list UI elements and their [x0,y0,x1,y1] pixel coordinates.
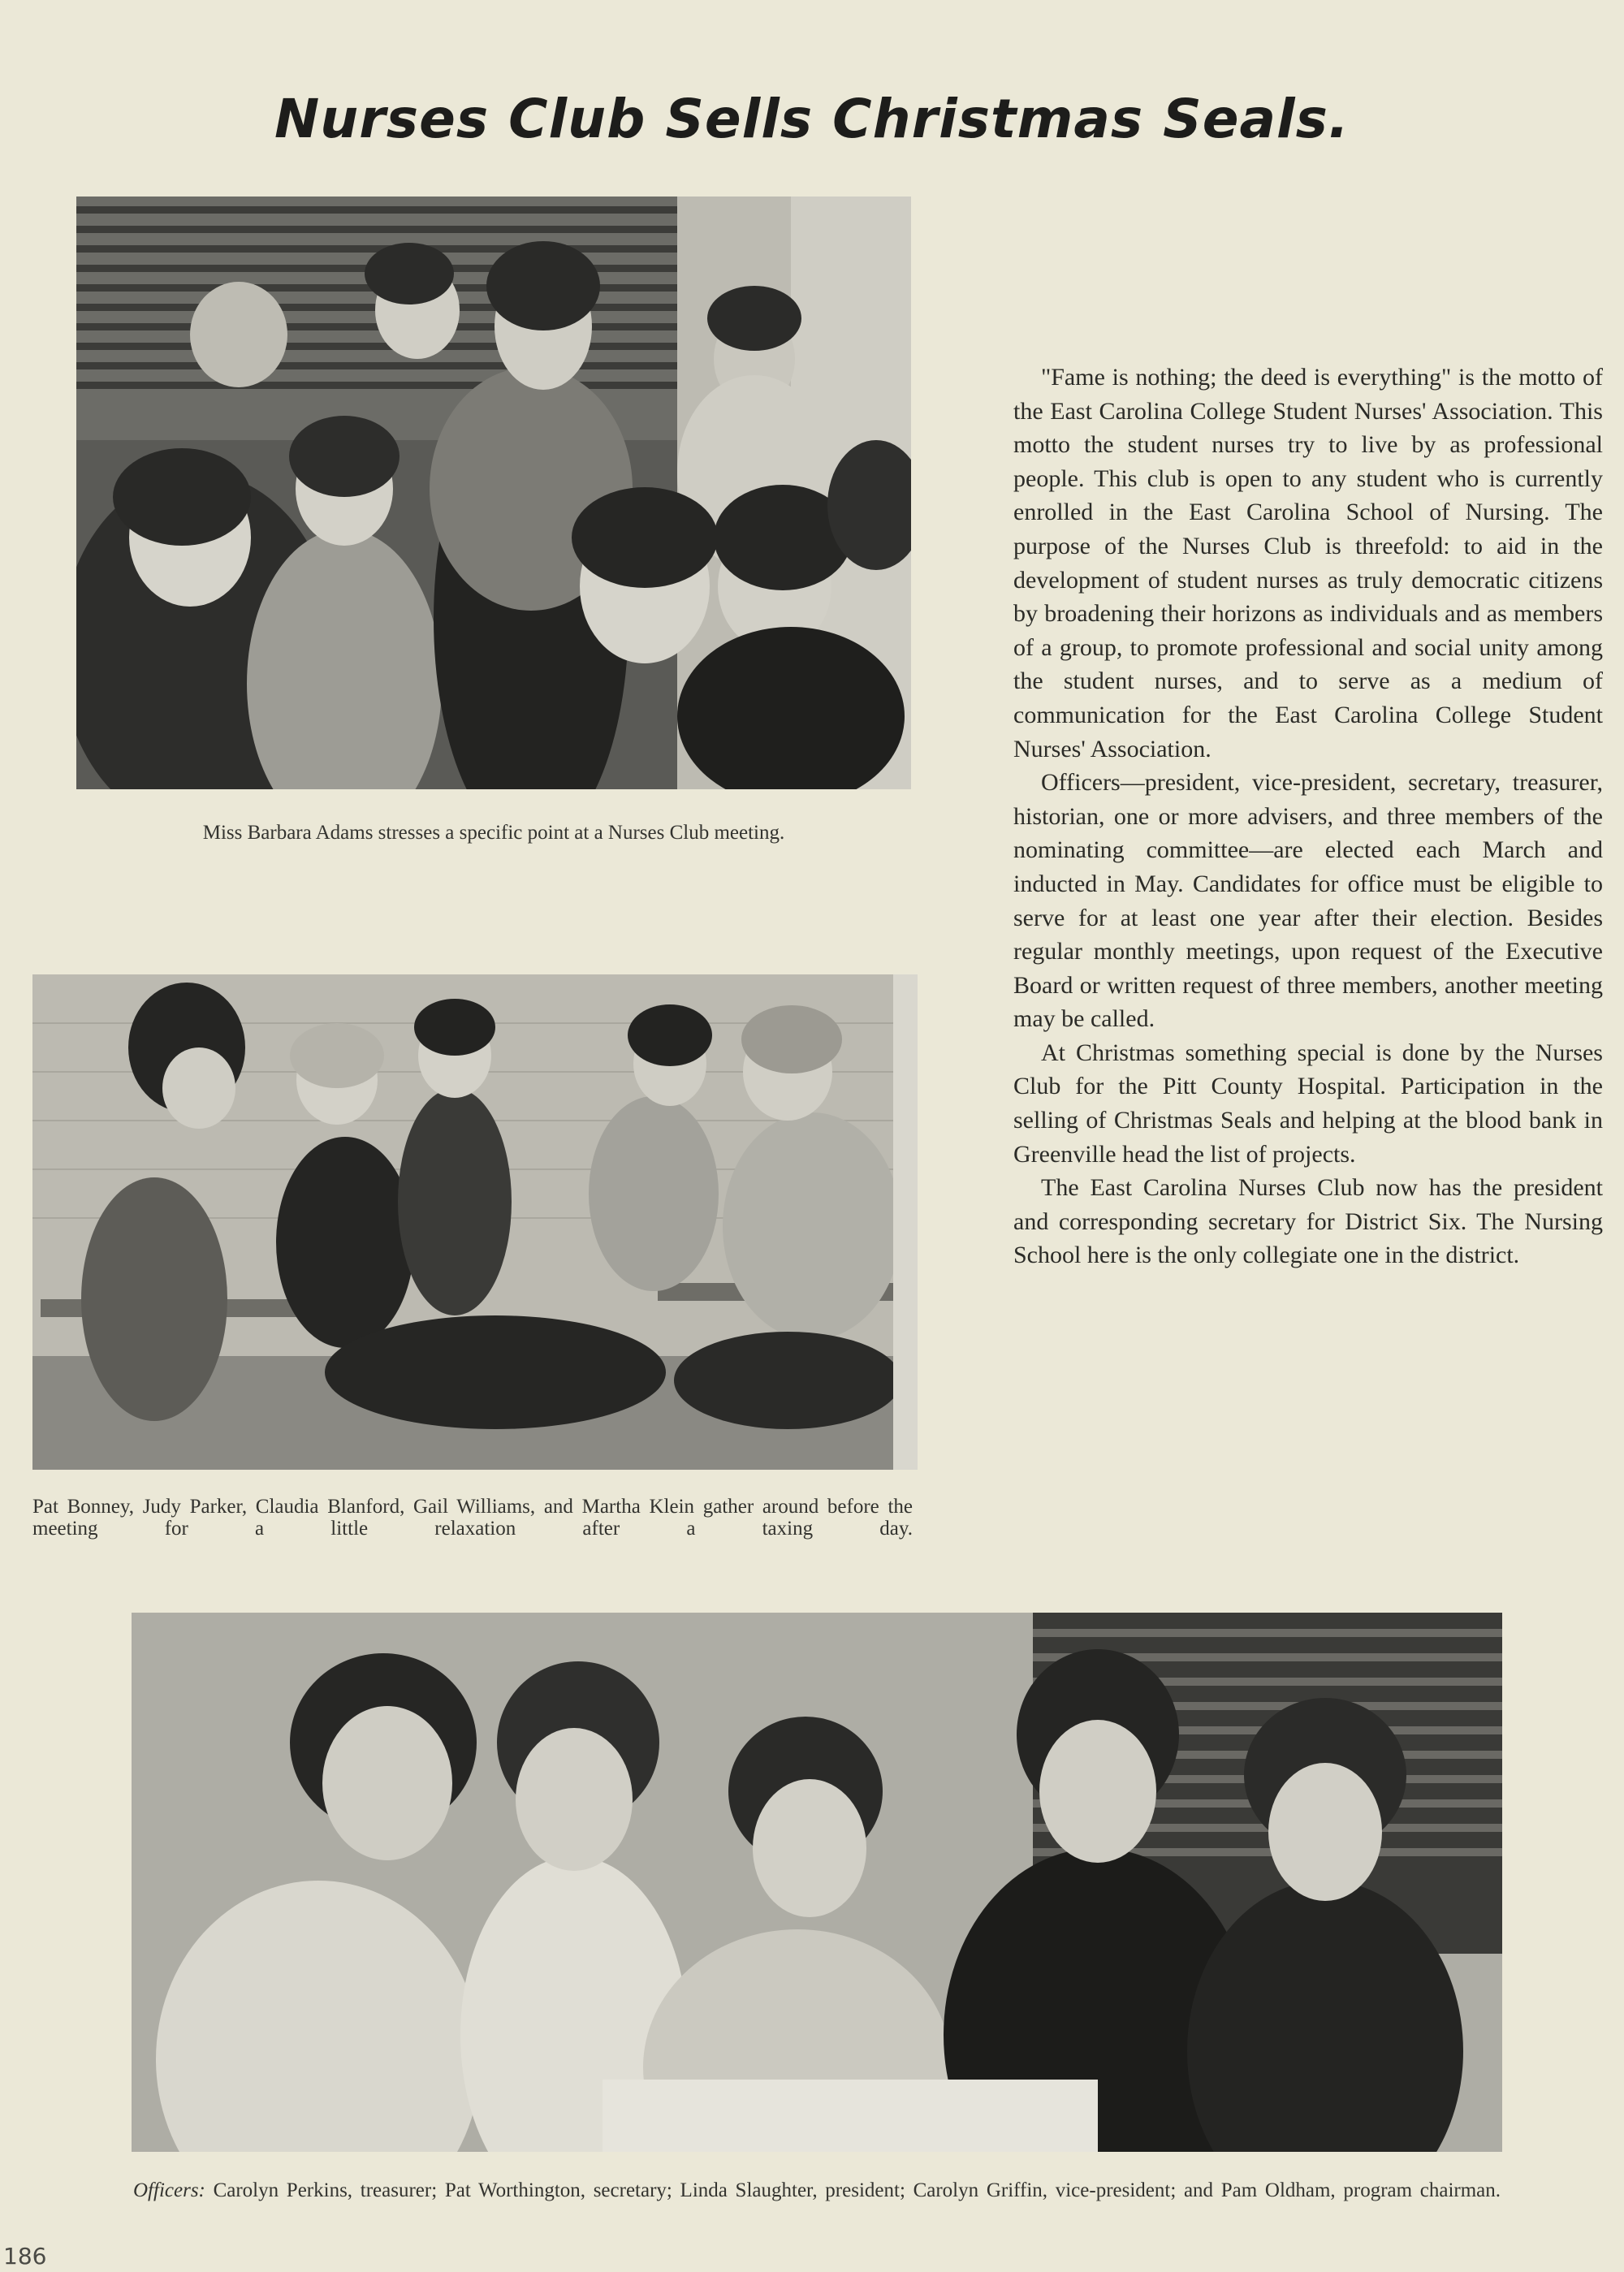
page-number: 186 [3,2243,47,2270]
officers-photo-image [132,1613,1502,2152]
meeting-photo-caption: Miss Barbara Adams stresses a specific point at a Nurses Club meeting. [202,822,785,844]
article-body [1013,361,1603,1272]
officers-photo-caption [133,2179,1501,2223]
article-paragraph: Officers—president, vice-president, secretary, treasurer, historian, one or more advisers, and three members of the nominating committee—are elected each March and inducted in May. Candidates for office must be eligible to serve for at least one year after their election. Besides regular monthly meetings, upon request of the Executive Board or written request of three members, another meeting may be called. [1013,769,1603,1033]
article-paragraph: At Christmas something special is done by the Nurses Club for the Pitt County Hospital. Participation in the selling of Christmas Seals and helping at the blood bank in Greenville head the list of projects. [1013,1039,1603,1168]
officers-caption-text: Carolyn Perkins, treasurer; Pat Worthington, secretary; Linda Slaughter, president; Carolyn Griffin, vice-president; and Pam Oldham, program chairman. [213,2179,1501,2201]
page-title: Nurses Club Sells Christmas Seals. [274,88,1350,150]
officers-caption-label: Officers: [133,2179,205,2201]
group-relaxing-photo [32,974,918,1470]
group-relaxing-photo-image [32,974,918,1470]
article-paragraph: The East Carolina Nurses Club now has the president and corresponding secretary for District Six. The Nursing School here is the only collegiate one in the district. [1013,1174,1603,1269]
meeting-photo [76,197,911,789]
article-paragraph: "Fame is nothing; the deed is everything" is the motto of the East Carolina College Student Nurses' Association. This motto the student nurses try to live by as professional people. This club is open to any student who is currently enrolled in the East Carolina School of Nursing. The purpose of the Nurses Club is threefold: to aid in the development of student nurses as truly democratic citizens by broadening their horizons as individuals and as members of a group, to promote professional and social unity among the student nurses, and to serve as a medium of communication for the East Carolina College Student Nurses' Association. [1013,364,1603,762]
group-relaxing-photo-caption: Pat Bonney, Judy Parker, Claudia Blanford, Gail Williams, and Martha Klein gather around before the meeting for a little relaxation after a taxing day. [32,1496,913,1540]
meeting-photo-image [76,197,911,789]
officers-photo [132,1613,1502,2152]
